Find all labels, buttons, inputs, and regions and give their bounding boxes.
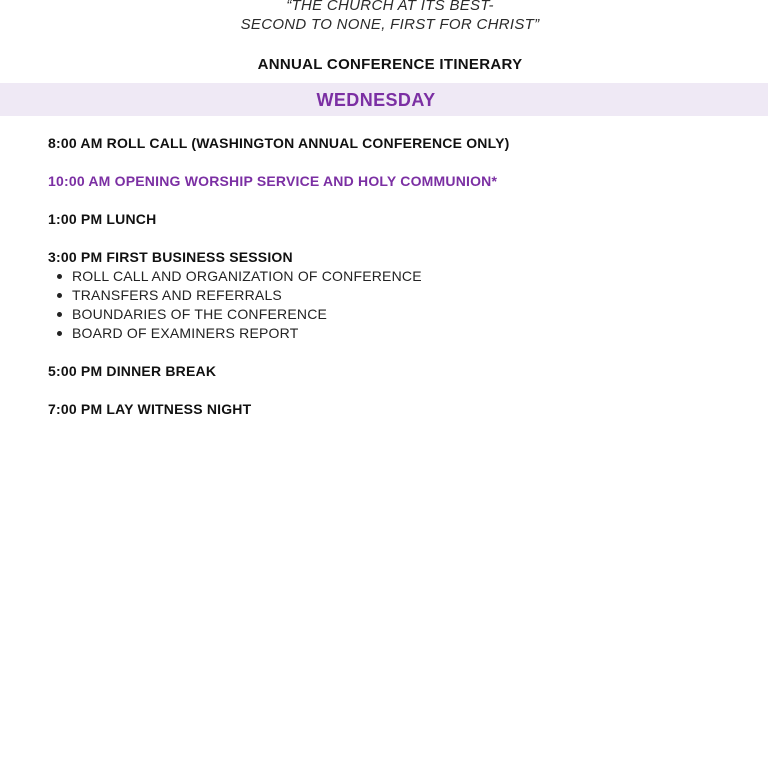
- schedule-item-opening-worship: [48, 172, 748, 191]
- schedule-item-first-business-session: [48, 248, 748, 343]
- bullet-icon: [57, 331, 62, 336]
- topic-label: BOUNDARIES OF THE CONFERENCE: [72, 306, 328, 322]
- schedule-item-label: 10:00 AM OPENING WORSHIP SERVICE AND HOLY COMMUNION*: [48, 173, 498, 189]
- topic-label: BOARD OF EXAMINERS REPORT: [72, 325, 299, 341]
- list-item: [55, 286, 748, 305]
- schedule-list: [48, 134, 748, 438]
- schedule-item-lunch: [48, 210, 748, 229]
- schedule-item-label: 8:00 AM ROLL CALL (WASHINGTON ANNUAL CONFERENCE ONLY): [48, 135, 510, 151]
- list-item: [55, 305, 748, 324]
- topic-label: ROLL CALL AND ORGANIZATION OF CONFERENCE: [72, 268, 422, 284]
- motto-line-2: SECOND TO NONE, FIRST FOR CHRIST”: [240, 16, 540, 33]
- topic-label: TRANSFERS AND REFERRALS: [72, 287, 282, 303]
- bullet-icon: [57, 293, 62, 298]
- schedule-item-roll-call: [48, 134, 748, 153]
- schedule-item-dinner-break: [48, 362, 748, 381]
- bullet-icon: [57, 312, 62, 317]
- schedule-item-label: 1:00 PM LUNCH: [48, 211, 157, 227]
- business-session-topics: [48, 267, 748, 343]
- list-item: [55, 267, 748, 286]
- bullet-icon: [57, 274, 62, 279]
- day-header: WEDNESDAY: [316, 90, 436, 110]
- schedule-item-label: 3:00 PM FIRST BUSINESS SESSION: [48, 249, 293, 265]
- motto-line-1: “THE CHURCH AT ITS BEST-: [286, 0, 494, 14]
- itinerary-title: ANNUAL CONFERENCE ITINERARY: [257, 56, 523, 73]
- schedule-item-lay-witness-night: [48, 400, 748, 419]
- list-item: [55, 324, 748, 343]
- schedule-item-label: 5:00 PM DINNER BREAK: [48, 363, 217, 379]
- schedule-item-label: 7:00 PM LAY WITNESS NIGHT: [48, 401, 252, 417]
